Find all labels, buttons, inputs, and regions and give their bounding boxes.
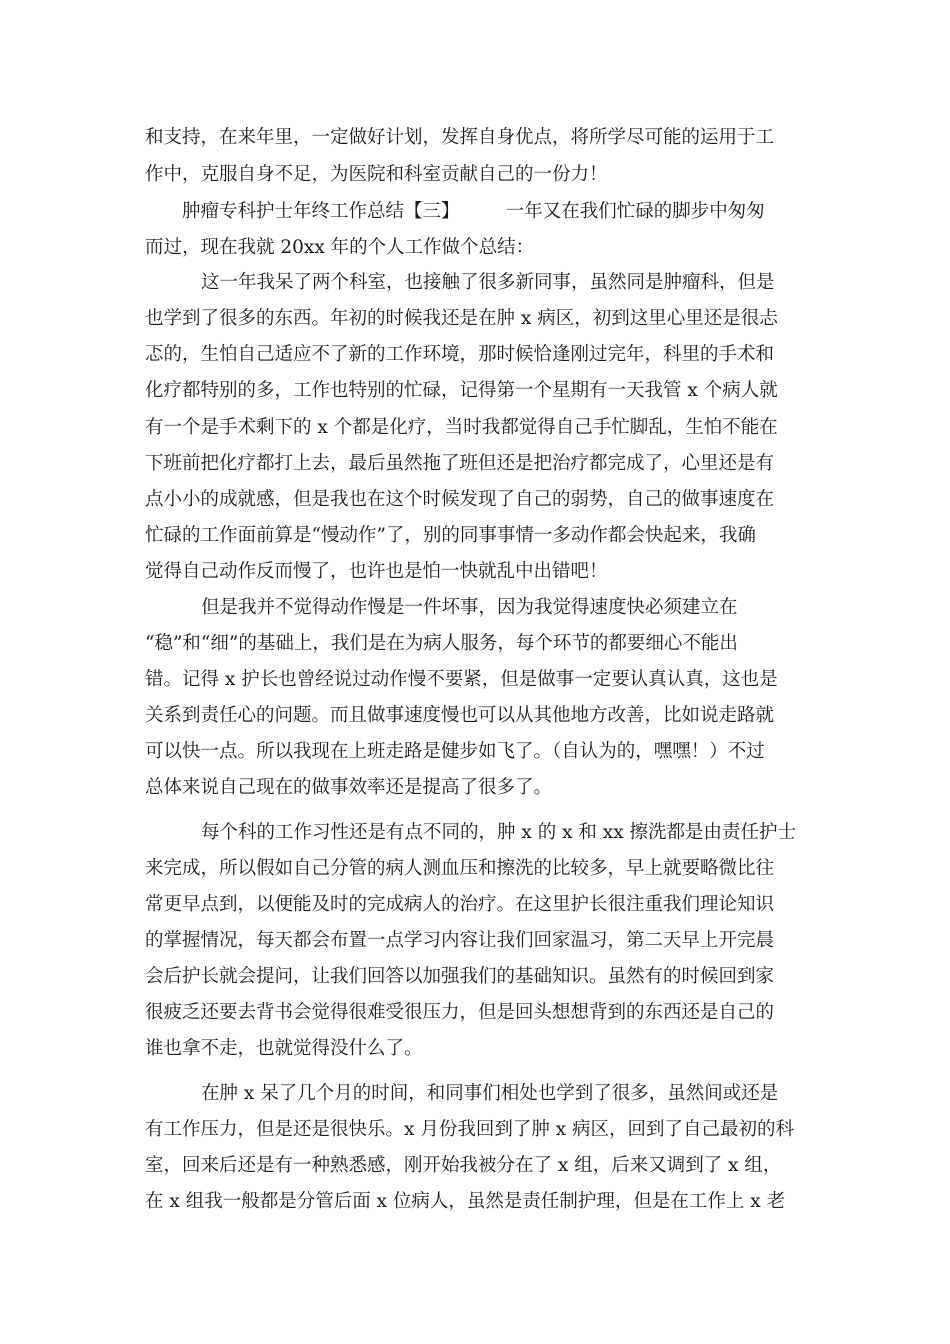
text-line: 忙碌的工作面前算是“慢动作”了，别的同事事情一多动作都会快起来，我确 bbox=[145, 525, 756, 546]
paragraph-start-line: 每个科的工作习性还是有点不同的，肿 x 的 x 和 xx 擦洗都是由责任护士 bbox=[201, 822, 797, 843]
paragraph-start-line: 这一年我呆了两个科室，也接触了很多新同事，虽然同是肿瘤科，但是 bbox=[201, 272, 775, 293]
paragraph-start-line: 但是我并不觉得动作慢是一件坏事，因为我觉得速度快必须建立在 bbox=[201, 597, 738, 618]
text-line: 作中，克服自身不足，为医院和科室贡献自己的一份力！ bbox=[145, 164, 608, 185]
text-line: 错。记得 x 护长也曾经说过动作慢不要紧，但是做事一定要认真认真，这也是 bbox=[145, 669, 778, 690]
text-line: 有工作压力，但是还是很快乐。x 月份我回到了肿 x 病区，回到了自己最初的科 bbox=[145, 1119, 795, 1140]
text-line: 在 x 组我一般都是分管后面 x 位病人，虽然是责任制护理，但是在工作上 x 老 bbox=[145, 1191, 786, 1212]
text-line: 室，回来后还是有一种熟悉感，刚开始我被分在了 x 组，后来又调到了 x 组， bbox=[145, 1155, 782, 1176]
text-line: 有一个是手术剩下的 x 个都是化疗，当时我都觉得自己手忙脚乱，生怕不能在 bbox=[145, 417, 778, 438]
text-line: 下班前把化疗都打上去，最后虽然拖了班但还是把治疗都完成了，心里还是有 bbox=[145, 453, 775, 474]
section-heading-line: 肿瘤专科护士年终工作总结【三】 一年又在我们忙碌的脚步中匆匆 bbox=[182, 201, 765, 222]
text-line: 谁也拿不走，也就觉得没什么了。 bbox=[145, 1038, 423, 1059]
text-line: 可以快一点。所以我现在上班走路是健步如飞了。（自认为的，嘿嘿！）不过 bbox=[145, 741, 765, 762]
text-line: “稳”和“细”的基础上，我们是在为病人服务，每个环节的都要细心不能出 bbox=[145, 633, 738, 654]
text-line: 点小小的成就感，但是我也在这个时候发现了自己的弱势，自己的做事速度在 bbox=[145, 489, 775, 510]
text-line: 来完成，所以假如自己分管的病人测血压和擦洗的比较多，早上就要略微比往 bbox=[145, 858, 775, 879]
text-line: 总体来说自己现在的做事效率还是提高了很多了。 bbox=[145, 777, 553, 798]
text-line: 的掌握情况，每天都会布置一点学习内容让我们回家温习，第二天早上开完晨 bbox=[145, 930, 775, 951]
text-line: 也学到了很多的东西。年初的时候我还是在肿 x 病区，初到这里心里还是很忐 bbox=[145, 308, 778, 329]
paragraph-start-line: 在肿 x 呆了几个月的时间，和同事们相处也学到了很多，虽然间或还是 bbox=[201, 1083, 779, 1104]
text-line: 关系到责任心的问题。而且做事速度慢也可以从其他地方改善，比如说走路就 bbox=[145, 705, 775, 726]
text-line: 和支持，在来年里，一定做好计划，发挥自身优点，将所学尽可能的运用于工 bbox=[145, 127, 775, 148]
text-line: 很疲乏还要去背书会觉得很难受很压力，但是回头想想背到的东西还是自己的 bbox=[145, 1002, 775, 1023]
text-line: 化疗都特别的多，工作也特别的忙碌，记得第一个星期有一天我管 x 个病人就 bbox=[145, 380, 778, 401]
text-line: 常更早点到，以便能及时的完成病人的治疗。在这里护长很注重我们理论知识 bbox=[145, 894, 775, 915]
text-line: 忑的，生怕自己适应不了新的工作环境，那时候恰逢刚过完年，科里的手术和 bbox=[145, 344, 775, 365]
text-line: 觉得自己动作反而慢了，也许也是怕一快就乱中出错吧！ bbox=[145, 561, 608, 582]
text-line: 会后护长就会提问，让我们回答以加强我们的基础知识。虽然有的时候回到家 bbox=[145, 966, 775, 987]
text-line: 而过，现在我就 20xx 年的个人工作做个总结： bbox=[145, 237, 535, 258]
